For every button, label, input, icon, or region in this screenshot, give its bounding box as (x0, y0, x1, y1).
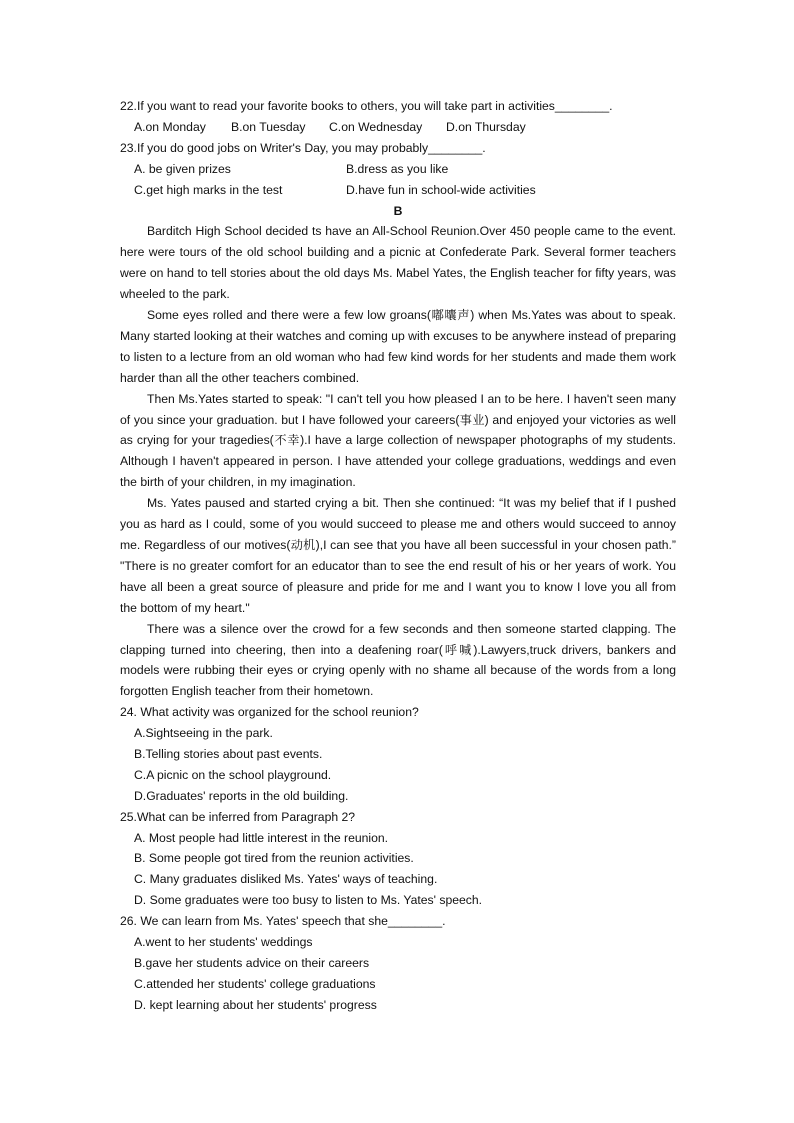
section-heading: B (393, 203, 403, 218)
passage-paragraph-1-text: Barditch High School decided ts have an All-School Reunion.Over 450 people came to the event. here were tours of the old school building and a picnic at Confederate Park. Several former teachers were on hand to tell stories about the old days Ms. Mabel Yates, the English teacher for fifty years, was wheeled to the park. (120, 224, 676, 302)
q23-option-b: B.dress as you like (346, 161, 449, 176)
q24-option-a: A.Sightseeing in the park. (134, 726, 273, 741)
q26-option-a: A.went to her students' weddings (134, 935, 313, 950)
q23-stem: 23.If you do good jobs on Writer's Day, you may probably________. (120, 140, 486, 155)
exam-page (120, 96, 676, 1016)
passage-paragraph-1 (120, 221, 676, 305)
passage-paragraph-3 (120, 389, 676, 494)
q22-option-c: C.on Wednesday (329, 119, 423, 134)
q23-options-row1 (120, 159, 676, 180)
q24-option-c: C.A picnic on the school playground. (134, 767, 332, 782)
q25-option-d: D. Some graduates were too busy to listen to Ms. Yates' speech. (134, 893, 483, 908)
passage-paragraph-4 (120, 493, 676, 618)
q25-stem: 25.What can be inferred from Paragraph 2? (120, 809, 356, 824)
q22-stem: 22.If you want to read your favorite books to others, you will take part in activities________. (120, 99, 613, 113)
q24-option-b: B.Telling stories about past events. (134, 747, 323, 762)
passage-paragraph-2 (120, 305, 676, 389)
q25-option-c: C. Many graduates disliked Ms. Yates' ways of teaching. (134, 872, 438, 887)
q26-option-b: B.gave her students advice on their careers (134, 955, 370, 970)
q23-option-c: C.get high marks in the test (134, 182, 283, 197)
q26-option-d: D. kept learning about her students' progress (134, 997, 377, 1012)
passage-paragraph-3-text: Then Ms.Yates started to speak: "I can't tell you how pleased I an to be here. I haven't seen many of you since your graduation. but I have followed your careers(事业) and enjoyed your victories as well as crying for your tragedies(不幸).I have a large collection of newspaper photographs of my students. Although I haven't appeared in person. I have attended your college graduations, weddings and even the birth of your children, in my imagination. (120, 391, 676, 490)
q24-option-d: D.Graduates' reports in the old building. (134, 788, 349, 803)
q22-options (120, 117, 676, 138)
q26-option-c: C.attended her students' college graduations (134, 976, 376, 991)
q22-option-a: A.on Monday (134, 119, 206, 134)
q23-option-a: A. be given prizes (134, 161, 231, 176)
q25-option-a: A. Most people had little interest in the reunion. (134, 830, 389, 845)
q23-options-row2 (120, 180, 676, 201)
q26-stem: 26. We can learn from Ms. Yates' speech that she________. (120, 914, 446, 929)
q24-stem: 24. What activity was organized for the school reunion? (120, 705, 419, 720)
q25-option-b: B. Some people got tired from the reunion activities. (134, 851, 414, 866)
passage-paragraph-5-text: There was a silence over the crowd for a few seconds and then someone started clapping. The clapping turned into cheering, then into a deafening roar(呼喊).Lawyers,truck drivers, bankers and models were rubbing their eyes or crying openly with no shame all because of the words from a long forgotten English teacher from their hometown. (120, 621, 676, 699)
passage-paragraph-4-text: Ms. Yates paused and started crying a bit. Then she continued: “It was my belief that if I pushed you as hard as I could, some of you would succeed to please me and others would succeed to annoy me. Regardless of our motives(动机),I can see that you have all been successful in your chosen path.” "There is no greater comfort for an educator than to see the end result of his or her years of work. You have all been a great source of pleasure and pride for me and I want you to know I love you all from the bottom of my heart." (120, 496, 676, 615)
q22-option-b: B.on Tuesday (231, 119, 306, 134)
q23-option-d: D.have fun in school-wide activities (346, 182, 536, 197)
passage-paragraph-5 (120, 619, 676, 703)
q22-option-d: D.on Thursday (446, 119, 526, 134)
passage-paragraph-2-text: Some eyes rolled and there were a few low groans(嘟囔声) when Ms.Yates was about to speak. Many started looking at their watches and coming up with excuses to be anywhere instead of preparing to listen to a lecture from an old woman who had few kind words for her students and made them work harder than all the other teachers combined. (120, 308, 676, 385)
